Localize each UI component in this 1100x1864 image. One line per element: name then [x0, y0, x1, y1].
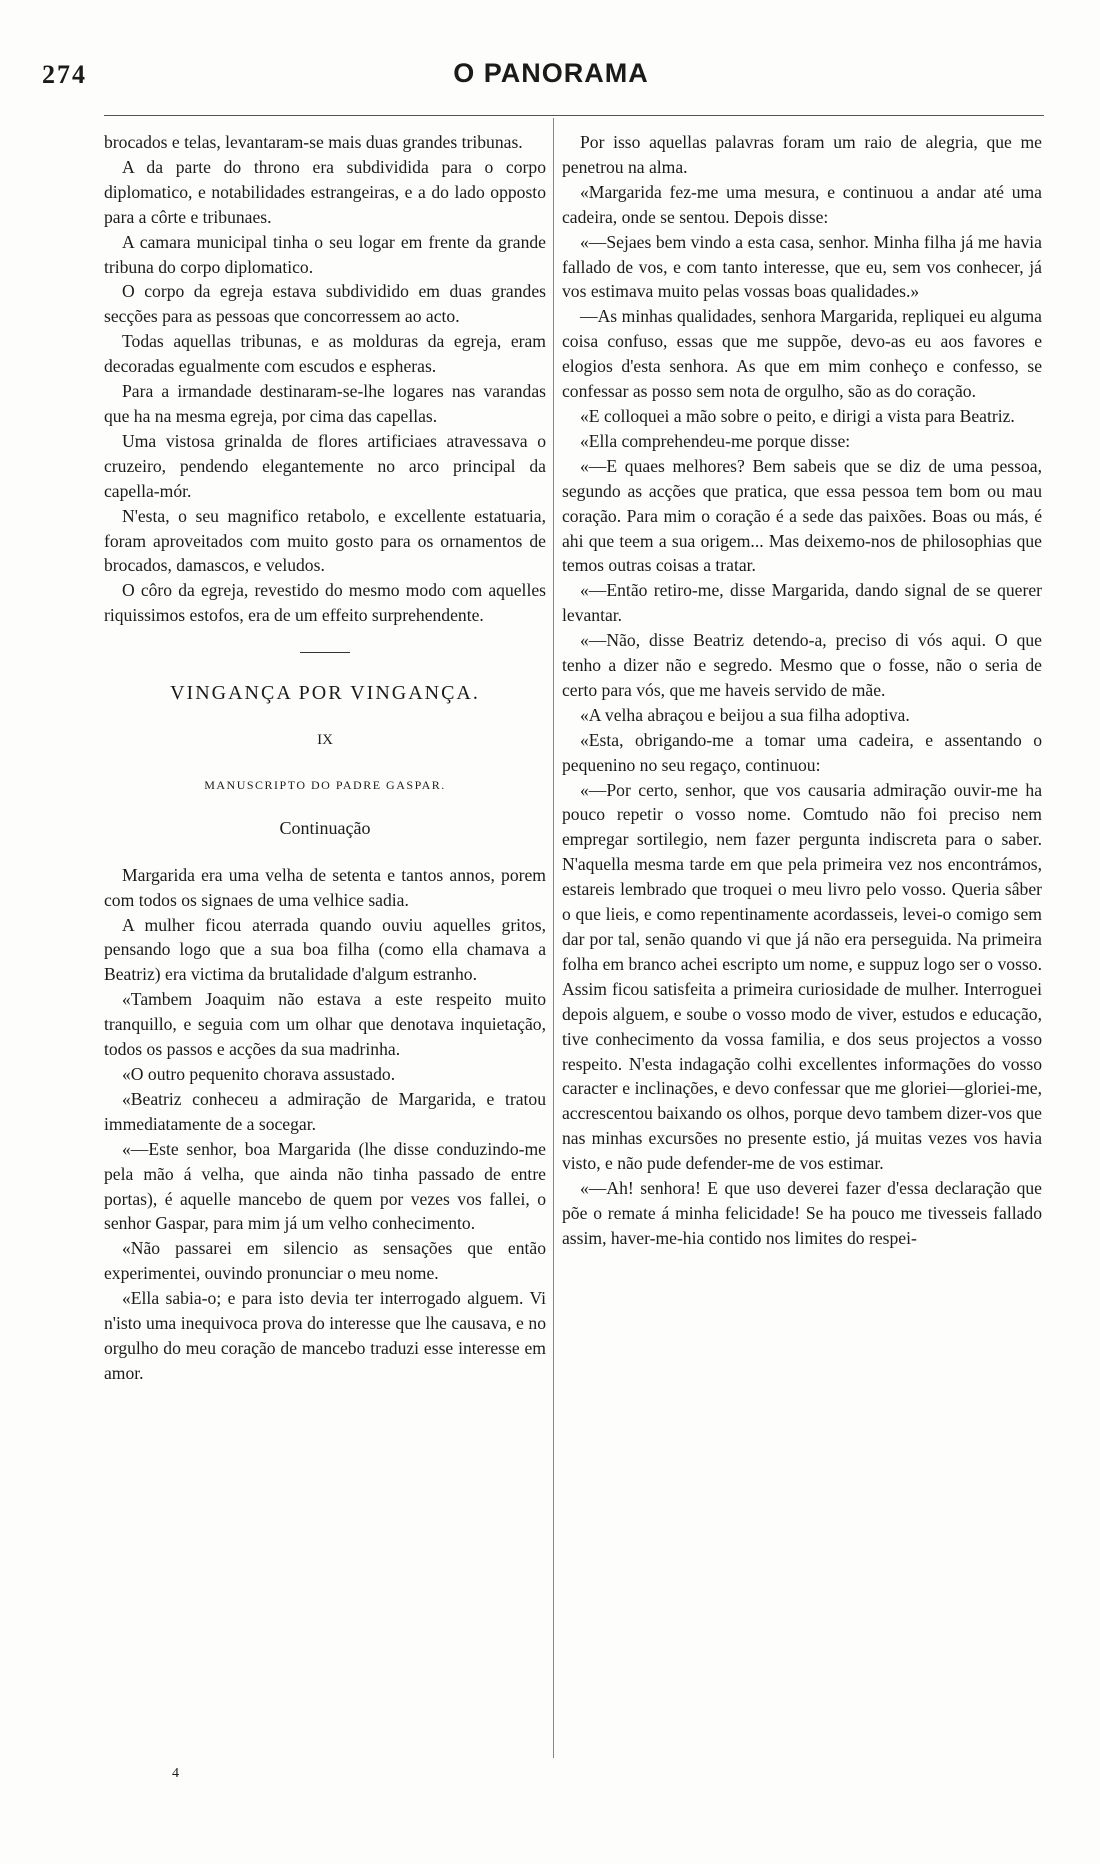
paragraph: «Ella sabia-o; e para isto devia ter interrogado alguem. Vi n'isto uma inequivoca prova do interesse que lhe causava, e no orgulho do meu coração de mancebo traduzi esse interesse em amor. [104, 1288, 546, 1383]
paragraph: «Não passarei em silencio as sensações que então experimentei, ouvindo pronunciar o meu nome. [104, 1238, 546, 1284]
paragraph: «—Este senhor, boa Margarida (lhe disse conduzindo-me pela mão á velha, que ainda não tinha passado de entre portas), é aquelle mancebo de quem por vezes vos fallei, o senhor Gaspar, para mim já um velho conhecimento. [104, 1138, 546, 1234]
paragraph: «—Por certo, senhor, que vos causaria admiração ouvir-me ha pouco repetir o vosso nome. Comtudo não foi preciso nem empregar sortilegio, nem fazer pergunta indiscreta para o saber. N'aquella mesma tarde em que pela primeira vez nos encontrámos, estareis lembrado que troquei o meu livro pelo vosso. Queria sâber o que lieis, e como repentinamente acordasseis, levei-o comigo sem dar por tal, senão quando vi que já não era perseguida. Na primeira folha em branco achei escripto um nome, e suppuz logo ser o vosso. Assim ficou satisfeita a primeira curiosidade de mulher. Interroguei depois alguem, e soube o vosso modo de viver, estudos e educação, tive conhecimento da vossa familia, e dos seus projectos a vosso respeito. N'esta indagação colhi excellentes informações do vosso caracter e inclinações, e devo confessar que me gloriei—gloriei-me, accrescentou baixando os olhos, porque devo tambem dizer-vos que nas minhas excursões no presente estio, já muitas vezes vos havia visto, e não pude defender-me de vos estimar. [562, 779, 1042, 1174]
paragraph: «E colloquei a mão sobre o peito, e dirigi a vista para Beatriz. [580, 405, 1015, 426]
paragraph: «Ella comprehendeu-me porque disse: [580, 430, 851, 451]
paragraph: A mulher ficou aterrada quando ouviu aquelles gritos, pensando logo que a sua boa filha (como ella chamava a Beatriz) era victima da brutalidade d'algum estranho. [104, 914, 546, 985]
paragraph: «Margarida fez-me uma mesura, e continuou a andar até uma cadeira, onde se sentou. Depois disse: [562, 181, 1042, 227]
paragraph: Por isso aquellas palavras foram um raio de alegria, que me penetrou na alma. [562, 132, 1042, 177]
paragraph: Uma vistosa grinalda de flores artificiaes atravessava o cruzeiro, pendendo elegantemente no arco principal da capella-mór. [104, 430, 546, 501]
paragraph: brocados e telas, levantaram-se mais duas grandes tribunas. [104, 132, 523, 152]
paragraph: Margarida era uma velha de setenta e tantos annos, porem com todos os signaes de uma velhice sadia. [104, 864, 546, 910]
paragraph: A camara municipal tinha o seu logar em frente da grande tribuna do corpo diplomatico. [104, 231, 546, 277]
paragraph: «O outro pequenito chorava assustado. [122, 1064, 396, 1084]
column-divider [553, 118, 554, 1758]
manuscript-title: MANUSCRIPTO DO PADRE GASPAR. [204, 777, 446, 792]
paragraph: «Esta, obrigando-me a tomar uma cadeira, e assentando o pequenino no seu regaço, continuou: [562, 729, 1042, 775]
paragraph: «A velha abraçou e beijou a sua filha adoptiva. [580, 704, 910, 725]
continuation-subtitle: Continuação [279, 817, 371, 838]
paragraph: Todas aquellas tribunas, e as molduras da egreja, eram decoradas egualmente com escudos e espheras. [104, 331, 546, 377]
paragraph: «—Ah! senhora! E que uso deverei fazer d'essa declaração que põe o remate á minha felicidade! Se ha pouco me tivesseis fallado assim, haver-me-hia contido nos limites do respei- [562, 1178, 1042, 1248]
right-column [562, 130, 1042, 1251]
paragraph: N'esta, o seu magnifico retabolo, e excellente estatuaria, foram aproveitados com muito gosto para os ornamentos de brocados, damascos, e veludos. [104, 505, 546, 576]
paragraph: «Tambem Joaquim não estava a este respeito muito tranquillo, e seguia com um olhar que denotava inquietação, todos os passos e acções da sua madrinha. [104, 989, 546, 1060]
page-number: 274 [42, 60, 87, 89]
paragraph: —As minhas qualidades, senhora Margarida, repliquei eu alguma coisa confuso, essas que me suppõe, devo-as eu aos favores e elogios d'esta senhora. As que em mim conheço e confesso, se confessar as posso sem nota de orgulho, são as do coração. [562, 306, 1042, 402]
header-rule [104, 115, 1044, 116]
paragraph: A da parte do throno era subdividida para o corpo diplomatico, e notabilidades estrangeiras, e a do lado opposto para a côrte e tribunaes. [104, 156, 546, 227]
page-header [42, 54, 1060, 94]
paragraph: «—Então retiro-me, disse Margarida, dando signal de se querer levantar. [562, 580, 1042, 626]
section-title: VINGANÇA POR VINGANÇA. [170, 682, 480, 705]
paragraph: «—Sejaes bem vindo a esta casa, senhor. Minha filha já me havia fallado de vos, e com tanto interesse, que eu, sem vos conhecer, já vos estimava muito pelas vossas boas qualidades.» [562, 231, 1042, 302]
left-column [104, 130, 546, 1386]
footer-signature-mark: 4 [172, 1766, 179, 1781]
paragraph: Para a irmandade destinaram-se-lhe logares nas varandas que ha na mesma egreja, por cima das capellas. [104, 381, 546, 426]
journal-title: O PANORAMA [453, 58, 649, 88]
paragraph: O corpo da egreja estava subdividido em duas grandes secções para as pessoas que concorressem ao acto. [104, 281, 546, 327]
section-rule [300, 652, 350, 653]
paragraph: O côro da egreja, revestido do mesmo modo com aquelles riquissimos estofos, era de um effeito surprehendente. [104, 580, 546, 626]
paragraph: «—E quaes melhores? Bem sabeis que se diz de uma pessoa, segundo as acções que pratica, que essa pessoa tem bom ou mau coração. Para mim o coração é a sede das paixões. Boas ou más, é ahi que teem a sua origem... Mas deixemo-nos de philosophias que temos outras coisas a tratar. [562, 455, 1042, 576]
paragraph: «Beatriz conheceu a admiração de Margarida, e tratou immediatamente de a socegar. [104, 1088, 546, 1134]
paragraph: «—Não, disse Beatriz detendo-a, preciso di vós aqui. O que tenho a dizer não e segredo. Mesmo que o fosse, não o seria de certo para vós, que me haveis servido de mãe. [562, 630, 1042, 700]
chapter-number: IX [317, 732, 333, 749]
